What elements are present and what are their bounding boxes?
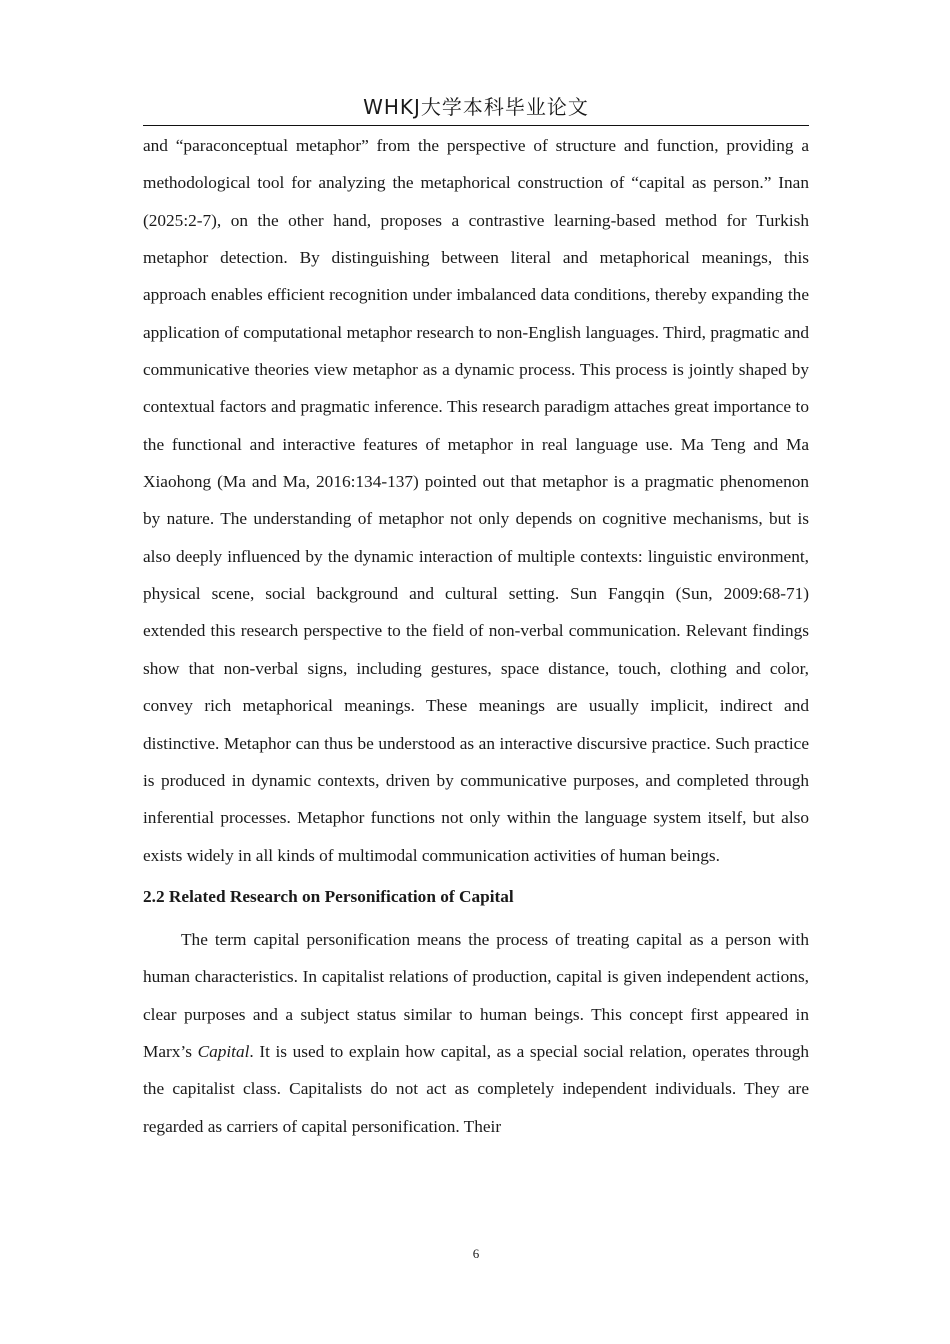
running-header: WHKJ大学本科毕业论文 <box>363 95 589 119</box>
page-number: 6 <box>472 1246 480 1261</box>
main-body <box>143 127 809 1145</box>
paragraph-text-part2: . It is used to explain how capital, as a special social relation, operates through the capitalist class. Capitalists do not act as completely independent individuals. They are regarded as carriers of capital personification. Their <box>143 1041 810 1136</box>
paragraph-text-part1: The term capital personification means the process of treating capital as a person with human characteristics. In capitalist relations of production, capital is given independent actions, clear purposes and a subject status similar to human beings. This concept first appeared in Marx’s <box>143 929 809 1061</box>
paragraph-capital-personification <box>143 921 809 1145</box>
paragraph-continued: and “paraconceptual metaphor” from the perspective of structure and function, providing a methodological tool for analyzing the metaphorical construction of “capital as person.” Inan (2025:2-7), on the other hand, proposes a contrastive learning-based method for Turkish metaphor detection. By distinguishing between literal and metaphorical meanings, this approach enables efficient recognition under imbalanced data conditions, thereby expanding the application of computational metaphor research to non-English languages. Third, pragmatic and communicative theories view metaphor as a dynamic process. This process is jointly shaped by contextual factors and pragmatic inference. This research paradigm attaches great importance to the functional and interactive features of metaphor in real language use. Ma Teng and Ma Xiaohong (Ma and Ma, 2016:134-137) pointed out that metaphor is a pragmatic phenomenon by nature. The understanding of metaphor not only depends on cognitive mechanisms, but is also deeply influenced by the dynamic interaction of multiple contexts: linguistic environment, physical scene, social background and cultural setting. Sun Fangqin (Sun, 2009:68-71) extended this research perspective to the field of non-verbal communication. Relevant findings show that non-verbal signs, including gestures, space distance, touch, clothing and color, convey rich metaphorical meanings. These meanings are usually implicit, indirect and distinctive. Metaphor can thus be understood as an interactive discursive practice. Such practice is produced in dynamic contexts, driven by communicative purposes, and completed through inferential processes. Metaphor functions not only within the language system itself, but also exists widely in all kinds of multimodal communication activities of human beings. <box>143 136 809 865</box>
book-title-emphasis: Capital <box>197 1041 250 1061</box>
header-rule <box>143 125 809 126</box>
section-heading: 2.2 Related Research on Personification of Capital <box>143 886 514 906</box>
